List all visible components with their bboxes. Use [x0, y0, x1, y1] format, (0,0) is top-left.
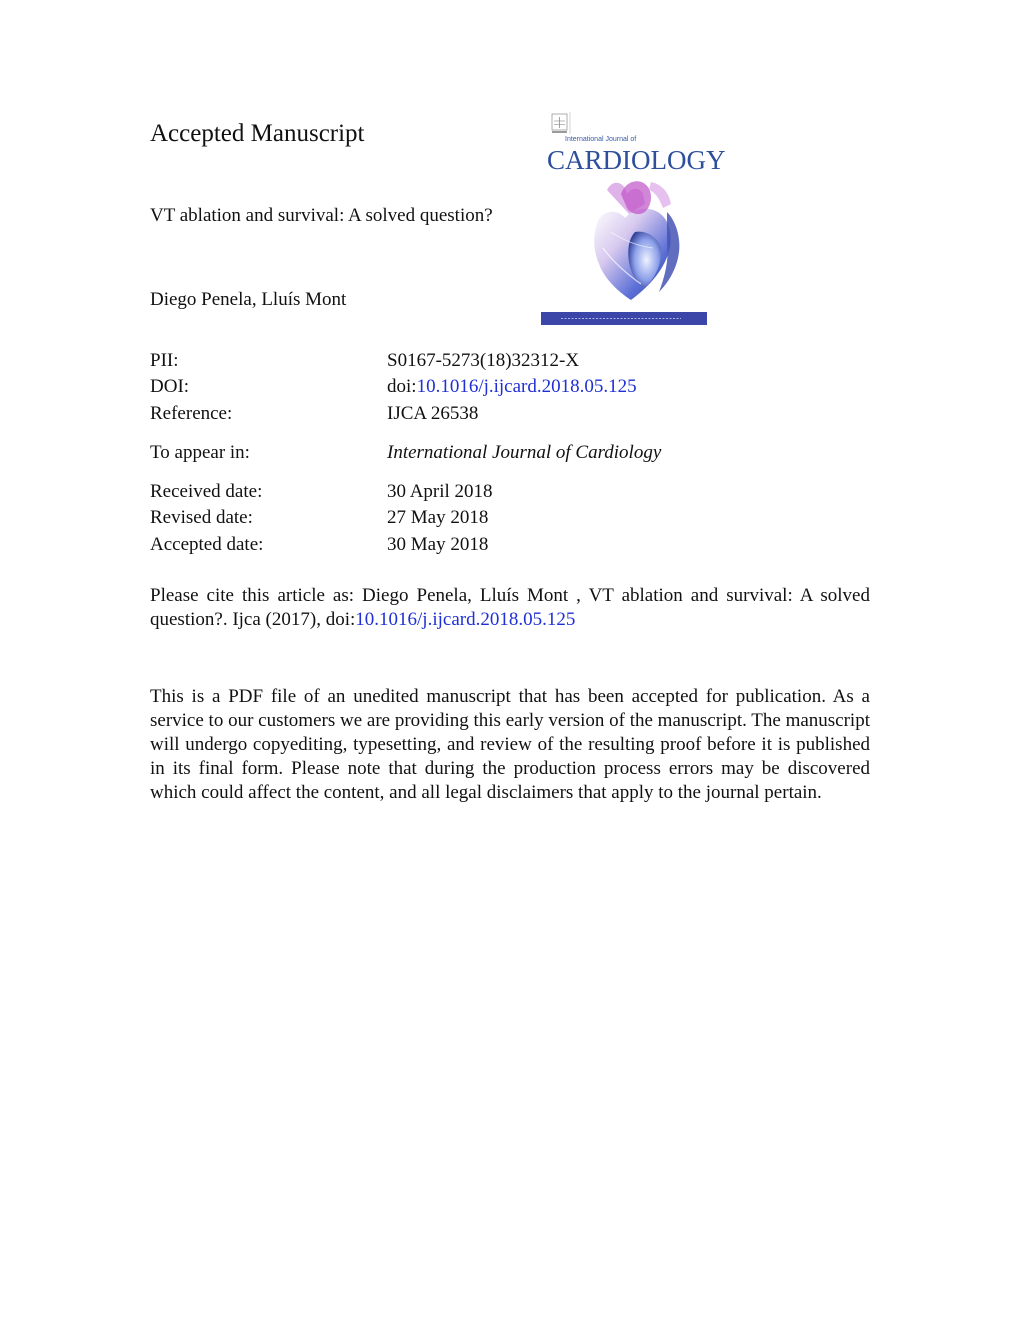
doi-link[interactable]: 10.1016/j.ijcard.2018.05.125	[416, 376, 637, 397]
pii-label: PII:	[150, 350, 179, 371]
meta-row-revised	[150, 506, 870, 530]
page-title: Accepted Manuscript	[150, 120, 365, 147]
citation-text: Please cite this article as: Diego Penela, Lluís Mont , VT ablation and survival: A solved question?. Ijca (2017), doi:	[150, 585, 870, 630]
revised-value: 27 May 2018	[387, 507, 489, 528]
heart-illustration-icon	[594, 181, 679, 300]
appear-value: International Journal of Cardiology	[387, 442, 662, 463]
received-value: 30 April 2018	[387, 481, 493, 502]
accepted-label: Accepted date:	[150, 534, 264, 555]
article-authors: Diego Penela, Lluís Mont	[150, 289, 347, 310]
reference-label: Reference:	[150, 403, 233, 424]
appear-label: To appear in:	[150, 442, 250, 463]
doi-label: DOI:	[150, 376, 190, 397]
citation-doi-link[interactable]: 10.1016/j.ijcard.2018.05.125	[355, 609, 576, 630]
disclaimer-paragraph: This is a PDF file of an unedited manuscript that has been accepted for publication. As a service to our customers we are providing this early version of the manuscript. The manuscript will undergo copyediting, typesetting, and review of the resulting proof before it is published in its final form. Please note that during the production process errors may be discovered which could affect the content, and all legal disclaimers that apply to the journal pertain.	[150, 686, 870, 803]
revised-label: Revised date:	[150, 507, 253, 528]
article-title: VT ablation and survival: A solved question?	[150, 205, 493, 226]
citation-paragraph	[150, 584, 870, 632]
reference-value: IJCA 26538	[387, 403, 479, 424]
journal-cover	[541, 112, 726, 325]
meta-row-doi	[150, 375, 870, 399]
meta-row-received	[150, 480, 870, 504]
meta-row-reference	[150, 402, 870, 426]
accepted-value: 30 May 2018	[387, 534, 489, 555]
doi-prefix: doi:	[387, 376, 417, 397]
cover-subtitle: International Journal of	[565, 136, 637, 143]
meta-row-accepted	[150, 533, 870, 557]
received-label: Received date:	[150, 481, 263, 502]
meta-row-pii	[150, 349, 870, 373]
doi-value	[387, 375, 637, 399]
publisher-logo-icon	[552, 112, 570, 134]
meta-row-appear	[150, 441, 870, 465]
pii-value: S0167-5273(18)32312-X	[387, 350, 580, 371]
cover-journal-name: CARDIOLOGY	[547, 145, 726, 175]
